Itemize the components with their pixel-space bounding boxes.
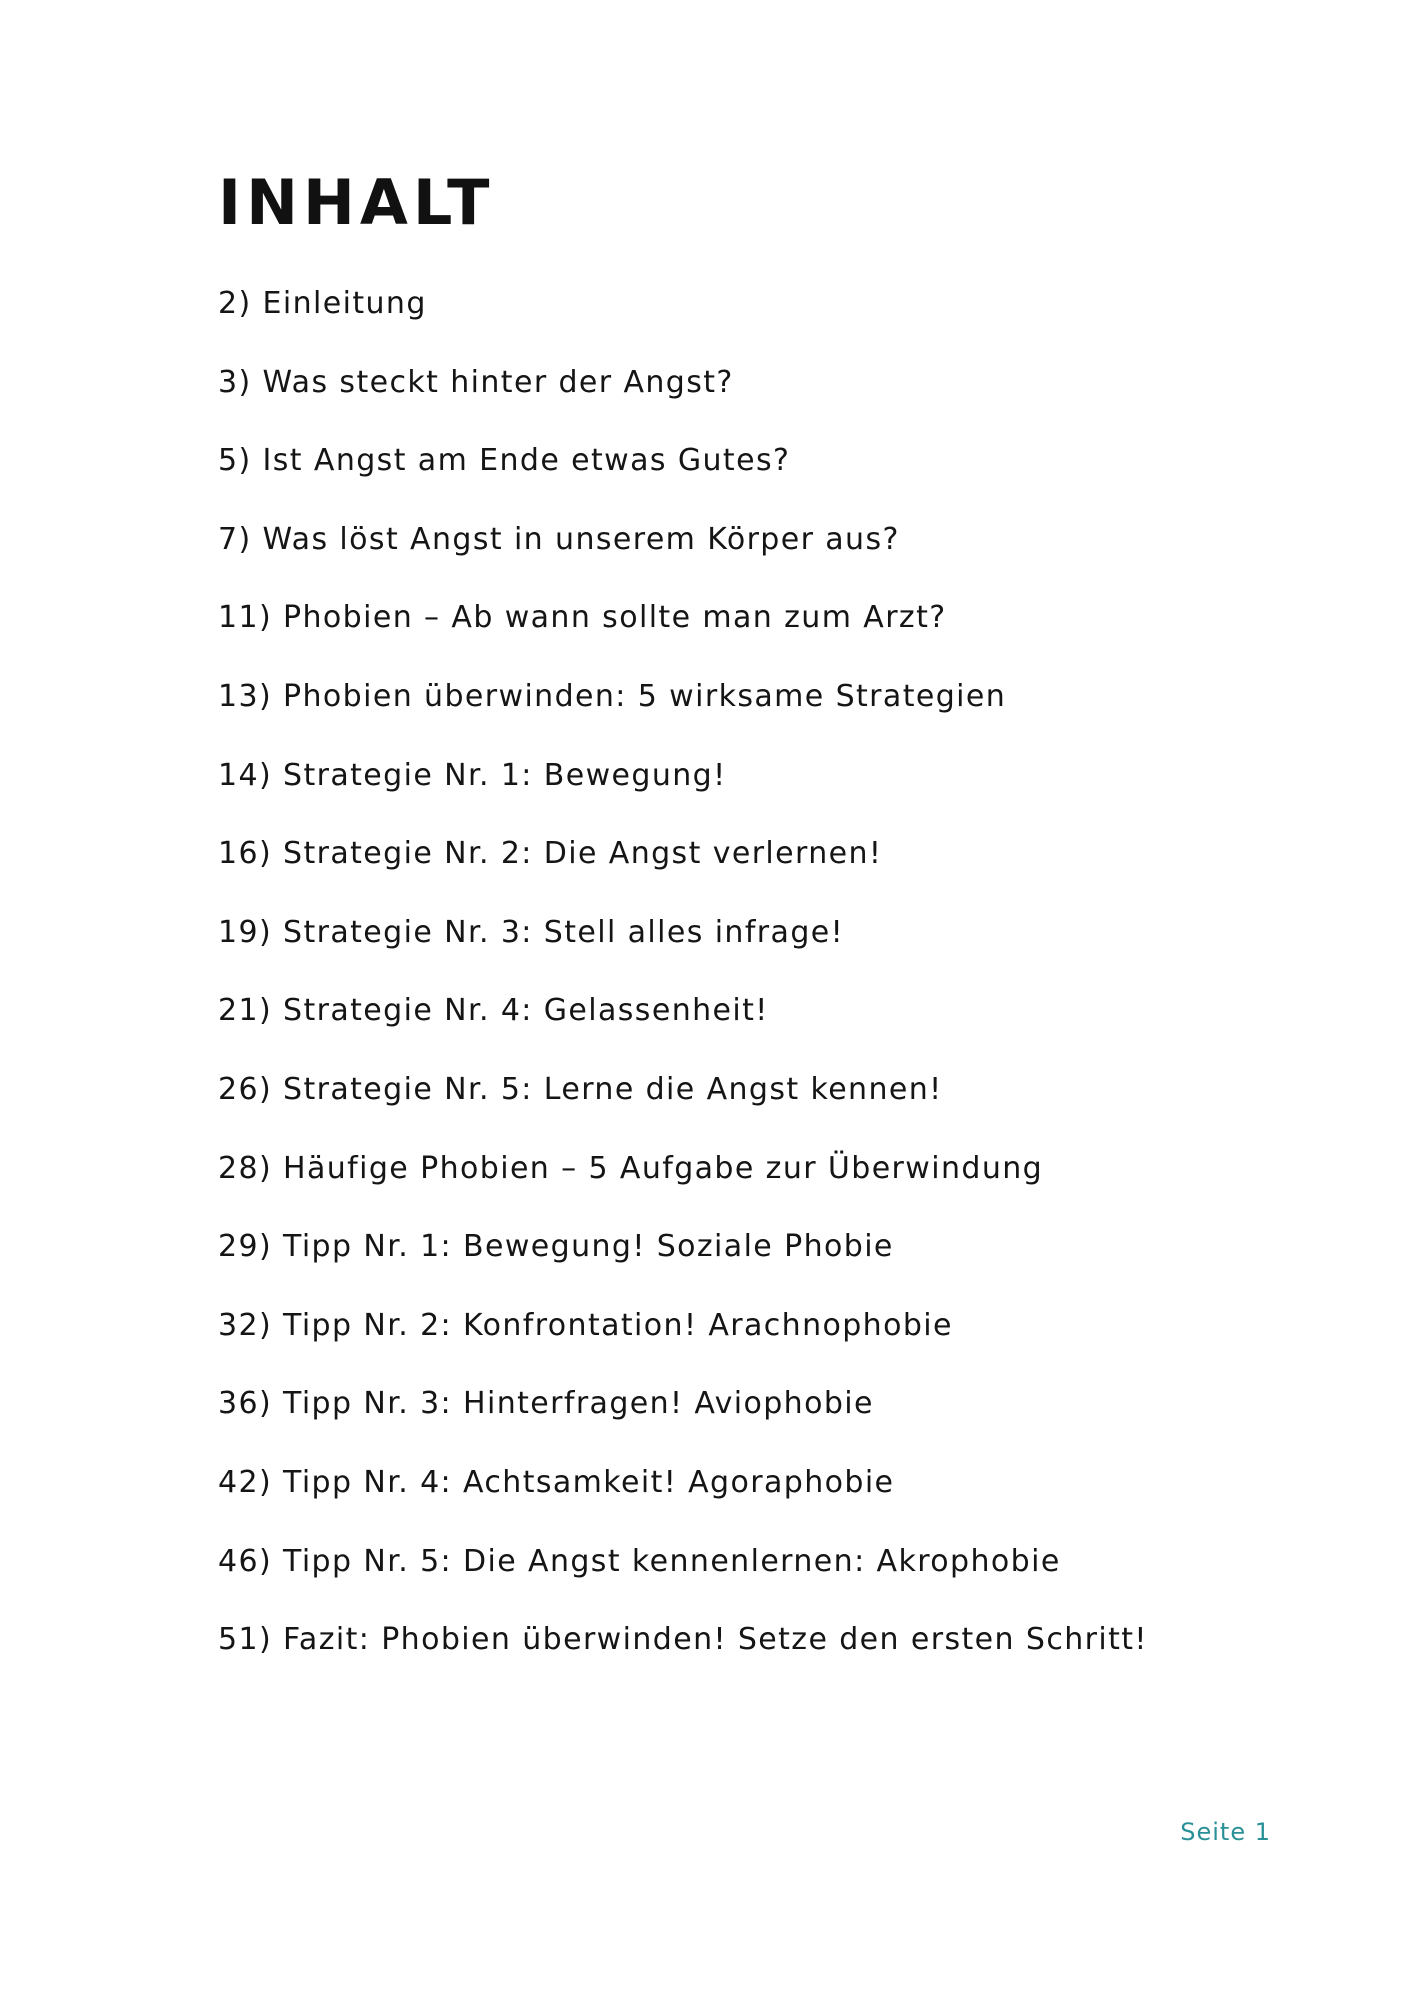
toc-entry: 2) Einleitung [218, 286, 427, 321]
toc-entry: 26) Strategie Nr. 5: Lerne die Angst kennen! [218, 1071, 943, 1107]
toc-entry: 51) Fazit: Phobien überwinden! Setze den ersten Schritt! [218, 1622, 1148, 1658]
toc-entry: 7) Was löst Angst in unserem Körper aus? [218, 521, 900, 557]
page-number: Seite 1 [1180, 1818, 1271, 1846]
toc-entry: 42) Tipp Nr. 4: Achtsamkeit! Agoraphobie [218, 1464, 895, 1500]
toc-entry: 14) Strategie Nr. 1: Bewegung! [218, 757, 727, 793]
toc-entry: 32) Tipp Nr. 2: Konfrontation! Arachnophobie [218, 1307, 953, 1343]
toc-entry: 29) Tipp Nr. 1: Bewegung! Soziale Phobie [218, 1229, 894, 1265]
toc-entry: 21) Strategie Nr. 4: Gelassenheit! [218, 993, 769, 1029]
page-title: INHALT [218, 166, 495, 239]
toc-entry: 46) Tipp Nr. 5: Die Angst kennenlernen: Akrophobie [218, 1543, 1061, 1579]
toc-entry: 13) Phobien überwinden: 5 wirksame Strategien [218, 678, 1007, 714]
toc-entry: 36) Tipp Nr. 3: Hinterfragen! Aviophobie [218, 1386, 874, 1422]
toc-entry: 19) Strategie Nr. 3: Stell alles infrage! [218, 914, 845, 950]
toc-entry: 28) Häufige Phobien – 5 Aufgabe zur Überwindung [218, 1150, 1044, 1186]
toc-entry: 16) Strategie Nr. 2: Die Angst verlernen! [218, 836, 883, 872]
toc-entry: 5) Ist Angst am Ende etwas Gutes? [218, 443, 791, 479]
toc-entry: 3) Was steckt hinter der Angst? [218, 364, 734, 400]
toc-entry: 11) Phobien – Ab wann sollte man zum Arzt? [218, 600, 947, 636]
table-of-contents [218, 286, 1148, 1701]
